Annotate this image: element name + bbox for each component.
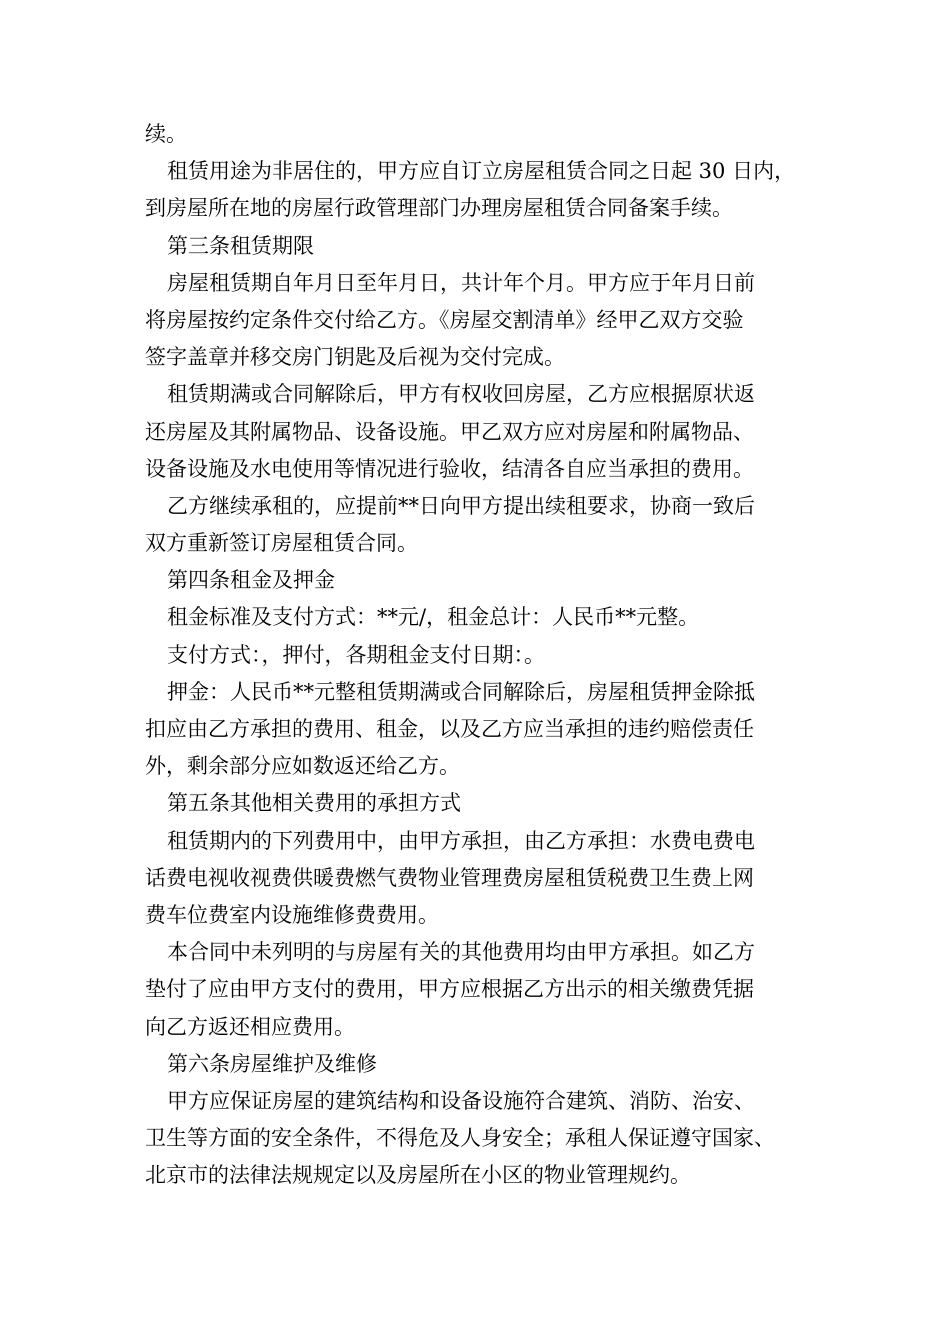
text-line: 第四条租金及押金 xyxy=(167,568,335,593)
text-line: 扣应由乙方承担的费用、租金，以及乙方应当承担的违约赔偿责任 xyxy=(145,717,754,741)
text-line: 租赁用途为非居住的，甲方应自订立房屋租赁合同之日起 30 日内， xyxy=(167,159,796,184)
text-line: 设备设施及水电使用等情况进行验收，结清各自应当承担的费用。 xyxy=(145,456,754,481)
text-line: 费车位费室内设施维修费费用。 xyxy=(145,902,439,927)
text-line: 续。 xyxy=(145,122,187,146)
text-line: 押金：人民币**元整租赁期满或合同解除后，房屋租赁押金除抵 xyxy=(167,679,755,704)
text-line: 将房屋按约定条件交付给乙方。《房屋交割清单》经甲乙双方交验 xyxy=(145,307,744,332)
text-line: 租金标准及支付方式：**元/，租金总计：人民币**元整。 xyxy=(167,605,700,630)
text-line: 签字盖章并移交房门钥匙及后视为交付完成。 xyxy=(145,345,565,370)
text-line: 乙方继续承租的，应提前**日向甲方提出续租要求，协商一致后 xyxy=(167,493,755,518)
text-line: 向乙方返还相应费用。 xyxy=(145,1014,355,1039)
text-line: 双方重新签订房屋租赁合同。 xyxy=(145,531,418,556)
text-line: 第六条房屋维护及维修 xyxy=(167,1051,377,1076)
text-line: 话费电视收视费供暖费燃气费物业管理费房屋租赁税费卫生费上网 xyxy=(145,865,754,890)
text-line: 卫生等方面的安全条件，不得危及人身安全；承租人保证遵守国家、 xyxy=(145,1126,775,1151)
text-line: 租赁期满或合同解除后，甲方有权收回房屋，乙方应根据原状返 xyxy=(167,382,755,407)
text-line: 外，剩余部分应如数返还给乙方。 xyxy=(145,754,460,779)
text-line: 还房屋及其附属物品、设备设施。甲乙双方应对房屋和附属物品、 xyxy=(145,419,754,444)
document-body xyxy=(145,116,817,1194)
text-line: 第五条其他相关费用的承担方式 xyxy=(167,791,461,816)
text-line: 支付方式：，押付，各期租金支付日期：。 xyxy=(167,642,545,667)
text-line: 北京市的法律法规规定以及房屋所在小区的物业管理规约。 xyxy=(145,1163,691,1188)
text-line: 垫付了应由甲方支付的费用，甲方应根据乙方出示的相关缴费凭据 xyxy=(145,977,754,1002)
text-line: 甲方应保证房屋的建筑结构和设备设施符合建筑、消防、治安、 xyxy=(167,1088,755,1113)
text-line: 租赁期内的下列费用中，由甲方承担，由乙方承担：水费电费电 xyxy=(167,828,755,853)
text-line: 房屋租赁期自年月日至年月日，共计年个月。甲方应于年月日前 xyxy=(167,270,755,295)
text-line: 本合同中未列明的与房屋有关的其他费用均由甲方承担。如乙方 xyxy=(167,940,755,965)
text-line: 第三条租赁期限 xyxy=(167,233,314,258)
text-line: 到房屋所在地的房屋行政管理部门办理房屋租赁合同备案手续。 xyxy=(145,196,733,221)
